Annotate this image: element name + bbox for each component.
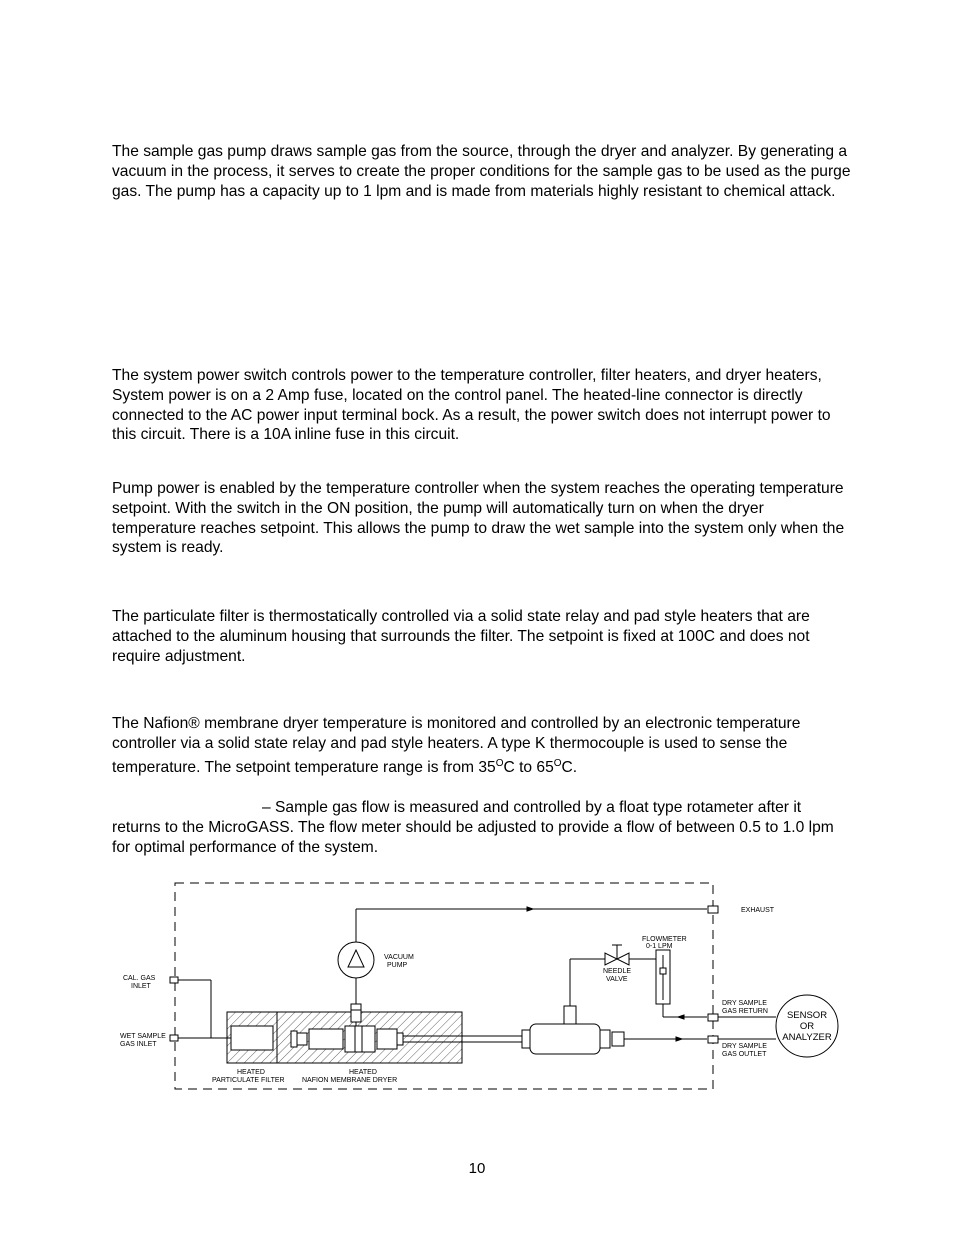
dryer-label-2: NAFION MEMBRANE DRYER bbox=[302, 1077, 398, 1084]
flow-diagram bbox=[0, 870, 954, 1100]
outlet-label-2: GAS OUTLET bbox=[722, 1051, 767, 1058]
wet-sample-label-1: WET SAMPLE bbox=[120, 1033, 166, 1040]
needle-label-1: NEEDLE bbox=[603, 968, 632, 975]
dryer-section-3 bbox=[377, 1029, 397, 1049]
exhaust-port bbox=[708, 906, 718, 913]
dryer-text-b: C to 65 bbox=[503, 758, 554, 776]
paragraph-filter-heater: The particulate filter is thermostatically controlled via a solid state relay and pad style heaters that are attached to the aluminum housing that surrounds the filter. The setpoint is fixed at 100C and does not require adjustment. bbox=[112, 608, 810, 665]
degree-sup-2: O bbox=[553, 757, 562, 769]
page-number: 10 bbox=[468, 1160, 486, 1177]
flow-meter-text: – Sample gas flow is measured and controlled by a float type rotameter after it returns to the MicroGASS. The flow meter should be adjusted to provide a flow of between 0.5 to 1.0 lpm for optimal performance of the system. bbox=[112, 799, 834, 856]
exhaust-label: EXHAUST bbox=[741, 907, 775, 914]
return-label-2: GAS RETURN bbox=[722, 1008, 768, 1015]
vacuum-label-2: PUMP bbox=[387, 962, 408, 969]
dryer-text-a: The Nafion® membrane dryer temperature is monitored and controlled by an electronic temperature controller via a solid state relay and pad style heaters. A type K thermocouple is used to sense the temperature. The setpoint temperature range is from 35 bbox=[112, 715, 801, 776]
paragraph-system-power: The system power switch controls power to the temperature controller, filter heaters, and dryer heaters, System power is on a 2 Amp fuse, located on the control panel. The heated-line connector is directly connected to the AC power input terminal bock. As a result, the power switch does not interrupt power to this circuit. There is a 10A inline fuse in this circuit. bbox=[112, 367, 831, 444]
paragraph-pump-power: Pump power is enabled by the temperature controller when the system reaches the operating temperature setpoint. With the switch in the ON position, the pump will automatically turn on when the dryer temperature reaches setpoint. This allows the pump to draw the wet sample into the system only when the system is ready. bbox=[112, 480, 845, 557]
vacuum-label-1: VACUUM bbox=[384, 954, 414, 961]
wet-sample-label-2: GAS INLET bbox=[120, 1041, 157, 1048]
dryer-label-1: HEATED bbox=[349, 1069, 377, 1076]
dryer-section-1 bbox=[309, 1029, 343, 1049]
sensor-label-3: ANALYZER bbox=[782, 1032, 832, 1043]
cal-gas-label-1: CAL. GAS bbox=[123, 975, 156, 982]
paragraph-sample-pump: The sample gas pump draws sample gas from the source, through the dryer and analyzer. By generating a vacuum in the process, it serves to create the proper conditions for the sample gas to be used as the purge gas. The pump has a capacity up to 1 lpm and is made from materials highly resistant to chemical attack. bbox=[112, 143, 851, 200]
needle-label-2: VALVE bbox=[606, 976, 628, 983]
dryer-section-2 bbox=[345, 1026, 375, 1052]
cal-gas-label-2: INLET bbox=[131, 983, 151, 990]
dry-sample-return-port bbox=[708, 1014, 718, 1021]
filter-label-1: HEATED bbox=[237, 1069, 265, 1076]
wet-sample-port bbox=[170, 1035, 178, 1041]
flowmeter-label-2: 0-1 LPM bbox=[646, 943, 673, 950]
filter-label-2: PARTICULATE FILTER bbox=[212, 1077, 285, 1084]
dryer-text-c: C. bbox=[561, 758, 578, 776]
return-label-1: DRY SAMPLE bbox=[722, 1000, 767, 1007]
paragraph-dryer-temperature bbox=[112, 714, 852, 778]
outlet-label-1: DRY SAMPLE bbox=[722, 1043, 767, 1050]
degree-sup-1: O bbox=[495, 757, 504, 769]
sensor-label-2: OR bbox=[799, 1021, 815, 1032]
paragraph-flow-meter bbox=[112, 798, 852, 857]
flowmeter-label-1: FLOWMETER bbox=[642, 936, 687, 943]
purge-tee bbox=[530, 1024, 600, 1054]
cal-gas-port bbox=[170, 977, 178, 983]
pump-fitting bbox=[351, 1004, 361, 1022]
needle-valve bbox=[605, 953, 617, 965]
particulate-filter bbox=[231, 1026, 273, 1050]
dry-sample-outlet-port bbox=[708, 1036, 718, 1043]
sensor-label-1: SENSOR bbox=[786, 1010, 828, 1021]
